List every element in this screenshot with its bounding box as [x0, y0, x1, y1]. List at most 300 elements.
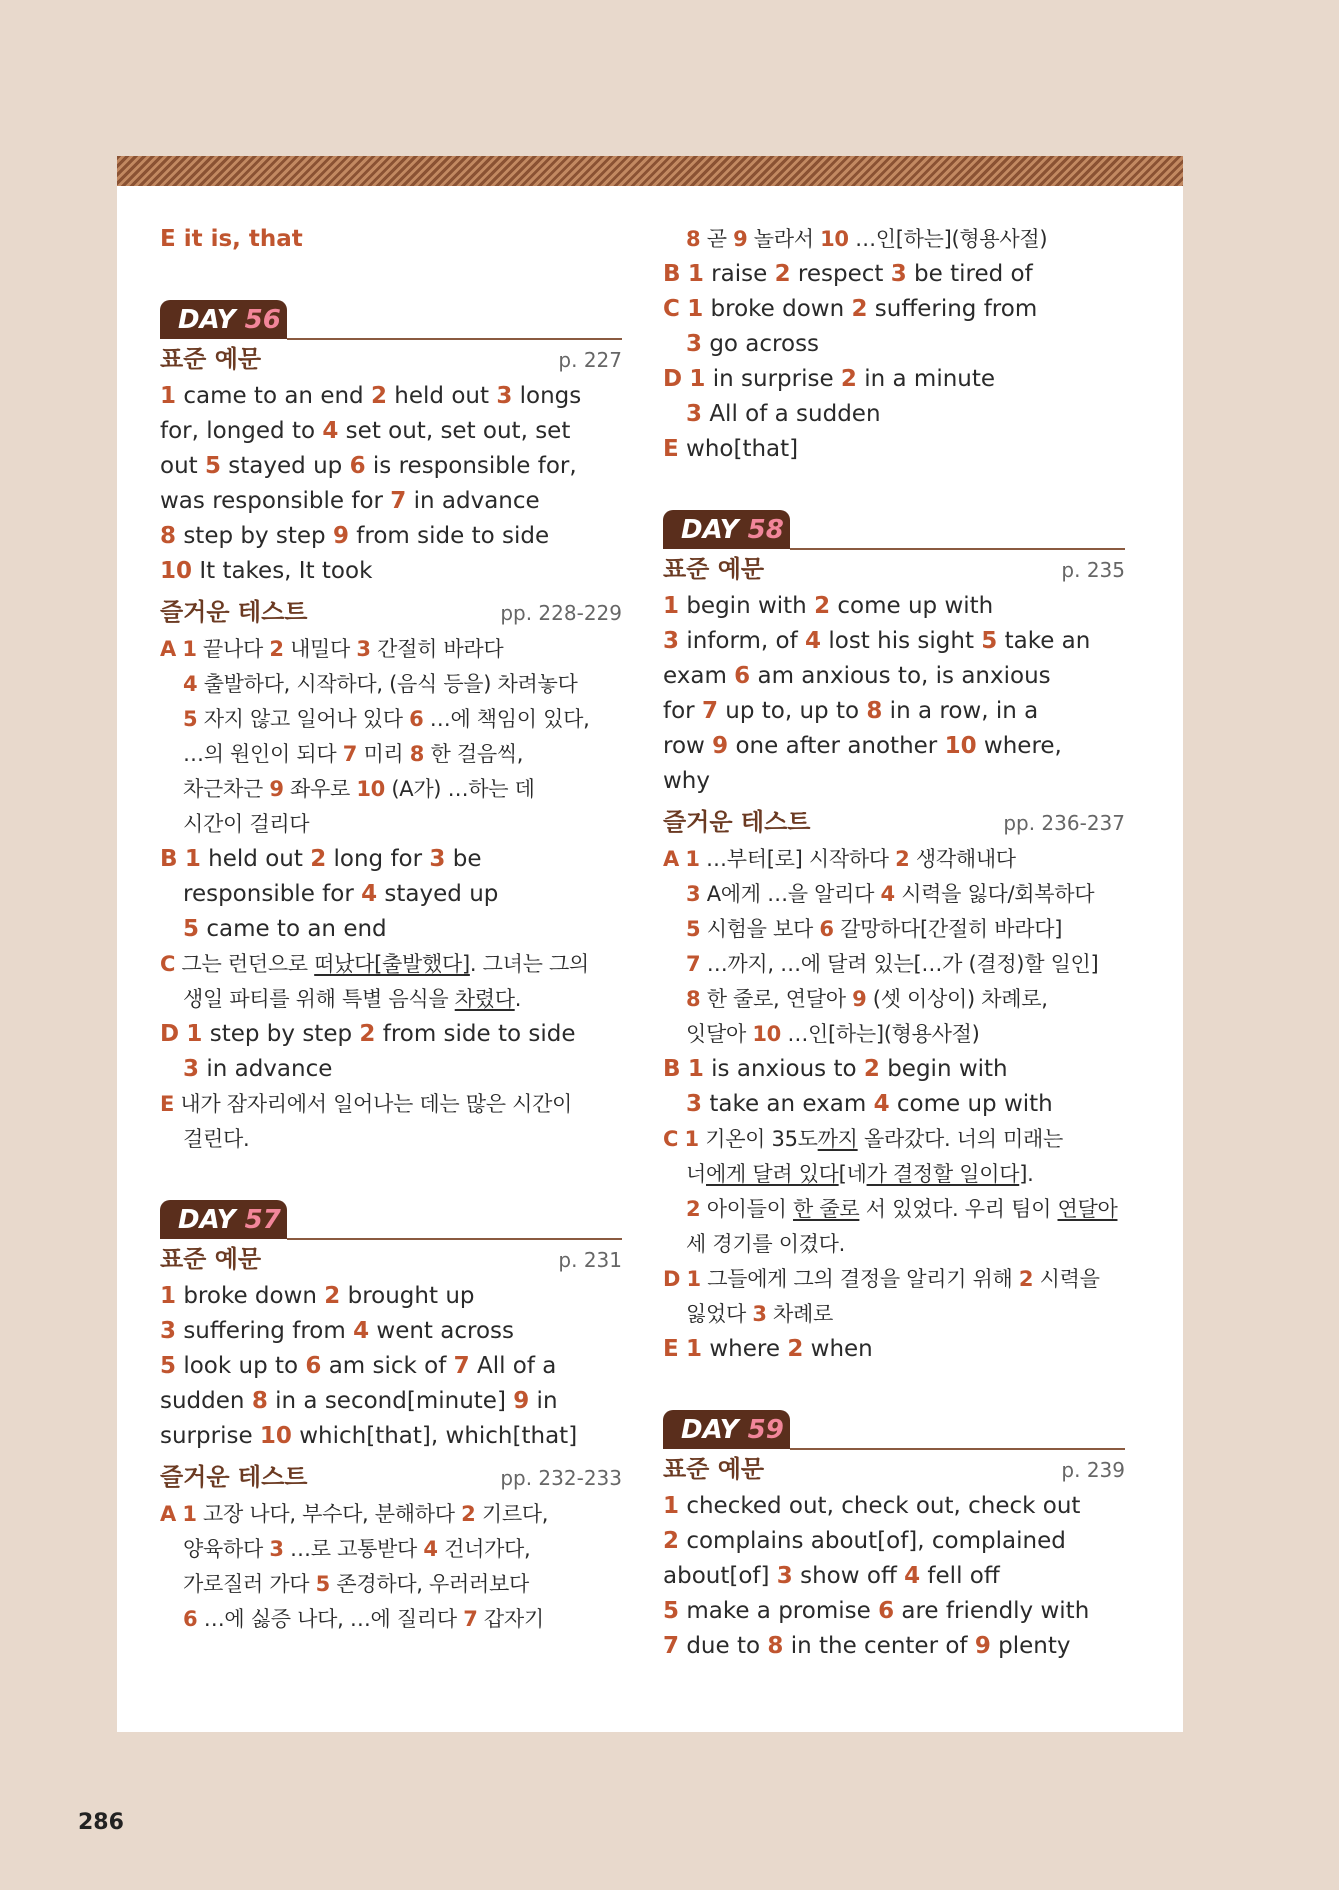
section-fun-test: 즐거운 테스트 pp. 228-229: [160, 598, 622, 626]
answer-text: 고장 나다, 부수다, 분해하다: [196, 1502, 462, 1526]
answer-line: [160, 1567, 622, 1602]
answer-text: …로 고통받다: [283, 1537, 424, 1561]
answer-text: (셋 이상이) 차례로,: [866, 987, 1048, 1011]
item-number: 8: [160, 523, 177, 549]
answer-text: from side to side: [375, 1021, 576, 1047]
answer-text: is responsible for,: [365, 453, 577, 479]
answer-line: [663, 1157, 1125, 1192]
answer-text: 한 줄로, 연달아: [700, 987, 853, 1011]
answer-line: [160, 842, 622, 877]
answer-line: [663, 659, 1125, 694]
answer-text: 생각해내다: [909, 847, 1016, 871]
answer-line: [663, 1017, 1125, 1052]
answer-text: in: [529, 1388, 558, 1414]
answer-text: (A가) …하는 데: [384, 777, 535, 801]
answer-text: 자지 않고 일어나 있다: [197, 707, 410, 731]
answer-line: [663, 222, 1125, 257]
answer-line: [663, 1559, 1125, 1594]
answer-line: [160, 1314, 622, 1349]
answer-text: in surprise: [705, 366, 841, 392]
item-number: 2: [895, 847, 910, 871]
answer-line: [663, 292, 1125, 327]
item-number: D: [160, 1021, 180, 1047]
answer-text: 너: [686, 1162, 706, 1186]
answer-line: [663, 912, 1125, 947]
answer-line: [160, 1052, 622, 1087]
answer-line: [663, 257, 1125, 292]
answer-text: fell off: [920, 1563, 1000, 1589]
item-number: 3: [890, 261, 907, 287]
answer-text: show off: [792, 1563, 905, 1589]
answer-text: out: [160, 453, 205, 479]
answer-line: [160, 1349, 622, 1384]
item-number: 7: [701, 698, 718, 724]
answer-line: [663, 947, 1125, 982]
answer-text: …까지, …에 달려 있는[…가 (결정)할 일인]: [700, 952, 1099, 976]
answer-text: suffering from: [867, 296, 1038, 322]
item-number: 1: [182, 637, 197, 661]
answer-text: exam: [663, 663, 735, 689]
answer-text: 끝나다: [196, 637, 270, 661]
item-number: 7: [686, 952, 701, 976]
item-number: 4: [183, 672, 198, 696]
answer-text: begin with: [679, 593, 815, 619]
item-number: 1: [184, 846, 201, 872]
item-number: 5: [686, 917, 701, 941]
item-number: 2: [814, 593, 831, 619]
section-standard-examples: 표준 예문 p. 239: [663, 1455, 1125, 1483]
item-number: 10: [160, 558, 193, 584]
item-number: 8: [686, 987, 701, 1011]
underlined-text: 까지: [817, 1127, 858, 1151]
section-fun-test: 즐거운 테스트 pp. 232-233: [160, 1463, 622, 1491]
item-number: 9: [269, 777, 284, 801]
answer-line: [160, 449, 622, 484]
item-number: 6: [305, 1353, 322, 1379]
answer-text: lost his sight: [821, 628, 982, 654]
item-number: 4: [361, 881, 378, 907]
item-number: E: [663, 436, 679, 462]
answer-text: begin with: [879, 1056, 1008, 1082]
answer-text: row: [663, 733, 713, 759]
answer-text: checked out, check out, check out: [679, 1493, 1081, 1519]
answer-text: from side to side: [349, 523, 550, 549]
answer-text: 간절히 바라다: [370, 637, 504, 661]
answer-text: . 그녀는 그의: [469, 952, 589, 976]
item-number: 2: [863, 1056, 880, 1082]
underlined-text: 가 결정할 일이다: [866, 1162, 1020, 1186]
item-number: 2: [686, 1197, 701, 1221]
answer-text: 출발하다, 시작하다, (음식 등을) 차려놓다: [197, 672, 578, 696]
day-header-59: DAY 59: [663, 1410, 1125, 1450]
item-number: 1: [686, 1267, 701, 1291]
item-number: C: [160, 952, 176, 976]
item-number: 9: [974, 1633, 991, 1659]
item-number: 5: [981, 628, 998, 654]
answer-text: in the center of: [783, 1633, 975, 1659]
answer-line: [663, 1594, 1125, 1629]
answer-line: [663, 842, 1125, 877]
header-stripe: [117, 156, 1183, 186]
answer-text: All of a: [469, 1353, 557, 1379]
answer-text: sudden: [160, 1388, 252, 1414]
answer-text: be: [445, 846, 482, 872]
item-number: 2: [851, 296, 868, 322]
item-number: 2: [663, 1528, 680, 1554]
item-number: 3: [686, 1091, 703, 1117]
item-number: A: [160, 1502, 176, 1526]
answer-text: look up to: [176, 1353, 306, 1379]
item-number: 6: [183, 1607, 198, 1631]
item-number: 1: [182, 1502, 197, 1526]
answer-line: [160, 379, 622, 414]
answer-text: in advance: [199, 1056, 333, 1082]
answer-text: 존경하다, 우러러보다: [329, 1572, 529, 1596]
item-number: 4: [322, 418, 339, 444]
answer-text: 한 걸음씩,: [424, 742, 524, 766]
answer-text: It takes, It took: [192, 558, 373, 584]
answer-line: [160, 1017, 622, 1052]
item-number: 10: [259, 1423, 292, 1449]
answer-text: came to an end: [176, 383, 371, 409]
item-number: 2: [310, 846, 327, 872]
section-standard-examples: 표준 예문 p. 227: [160, 345, 622, 373]
item-number: C: [663, 296, 680, 322]
answer-text: for: [663, 698, 702, 724]
item-number: 5: [663, 1598, 680, 1624]
answer-text: [679, 1336, 686, 1362]
item-number: 2: [324, 1283, 341, 1309]
item-number: 10: [752, 1022, 781, 1046]
answer-text: went across: [369, 1318, 514, 1344]
answer-text: 시력을: [1033, 1267, 1100, 1291]
left-column: [160, 222, 622, 1637]
item-number: 4: [904, 1563, 921, 1589]
answer-text: was responsible for: [160, 488, 391, 514]
item-number: 9: [733, 227, 748, 251]
answer-line: [160, 484, 622, 519]
item-number: 9: [332, 523, 349, 549]
day-header-57: DAY 57: [160, 1200, 622, 1240]
answer-text: responsible for: [183, 881, 362, 907]
answer-text: stayed up: [221, 453, 350, 479]
answer-line: [663, 1629, 1125, 1664]
item-number: 3: [356, 637, 371, 661]
answer-text: 내가 잠자리에서 일어나는 데는 많은 시간이: [174, 1092, 573, 1116]
item-number: 9: [852, 987, 867, 1011]
answer-line: [160, 519, 622, 554]
section-standard-examples: 표준 예문 p. 231: [160, 1245, 622, 1273]
right-column: [663, 222, 1125, 1664]
answer-text: 시간이 걸리다: [183, 812, 310, 836]
item-number: 8: [409, 742, 425, 766]
item-number: 2: [359, 1021, 376, 1047]
item-number: 6: [734, 663, 751, 689]
answer-text: come up with: [889, 1091, 1053, 1117]
answer-line: [160, 807, 622, 842]
item-number: 8: [251, 1388, 268, 1414]
day-header-56: DAY 56: [160, 300, 622, 340]
answer-line: [160, 667, 622, 702]
answer-text: come up with: [830, 593, 994, 619]
answer-line: [663, 624, 1125, 659]
underlined-text: 떠났다[출발했다]: [314, 952, 470, 976]
answer-text: 잃었다: [686, 1302, 753, 1326]
answer-text: longs: [512, 383, 582, 409]
item-number: 7: [463, 1607, 478, 1631]
item-number: D: [663, 1267, 681, 1291]
item-number: 1: [687, 296, 704, 322]
answer-text: …에 책임이 있다,: [423, 707, 590, 731]
answer-text: 건너가다,: [437, 1537, 531, 1561]
answer-text: …에 싫증 나다, …에 질리다: [197, 1607, 464, 1631]
answer-text: suffering from: [176, 1318, 354, 1344]
answer-text: raise: [703, 261, 775, 287]
item-number: 1: [160, 1283, 177, 1309]
answer-line: [663, 1192, 1125, 1227]
answer-text: .: [514, 987, 522, 1011]
item-number: 7: [390, 488, 407, 514]
answer-text: …의 원인이 되다: [183, 742, 343, 766]
item-number: 3: [686, 331, 703, 357]
answer-text: take an exam: [702, 1091, 874, 1117]
answer-line: [160, 1122, 622, 1157]
underlined-text: 차렸다: [454, 987, 515, 1011]
answer-line: [663, 1052, 1125, 1087]
answer-line: [160, 554, 622, 589]
item-number: C: [663, 1127, 679, 1151]
answer-line: [160, 1532, 622, 1567]
answer-text: held out: [386, 383, 497, 409]
item-number: 7: [342, 742, 358, 766]
answer-line: [663, 877, 1125, 912]
answer-text: 잇달아: [686, 1022, 753, 1046]
answer-text: 시력을 잃다/회복하다: [894, 882, 1095, 906]
item-number: 6: [409, 707, 424, 731]
answer-text: 곧: [700, 227, 734, 251]
answer-line: [663, 362, 1125, 397]
item-number: 5: [204, 453, 221, 479]
answer-line: [663, 764, 1125, 799]
answer-line: [663, 1087, 1125, 1122]
answer-line: [663, 1227, 1125, 1262]
answer-text: go across: [702, 331, 820, 357]
item-number: 5: [183, 916, 200, 942]
answer-line: [160, 982, 622, 1017]
answer-text: where,: [976, 733, 1062, 759]
answer-line: [663, 589, 1125, 624]
item-number: 2: [461, 1502, 476, 1526]
answer-text: which[that], which[that]: [291, 1423, 578, 1449]
answer-text: take an: [997, 628, 1091, 654]
answer-line: [663, 1524, 1125, 1559]
item-number: E: [160, 1092, 175, 1116]
answer-text: 걸린다.: [183, 1127, 250, 1151]
answer-line: [663, 1122, 1125, 1157]
answer-text: am sick of: [321, 1353, 454, 1379]
answer-line: [160, 772, 622, 807]
item-number: 2: [370, 383, 387, 409]
answer-text: stayed up: [377, 881, 499, 907]
answer-text: one after another: [728, 733, 945, 759]
item-number: 9: [513, 1388, 530, 1414]
item-number: 5: [315, 1572, 330, 1596]
item-number: 6: [349, 453, 366, 479]
answer-text: why: [663, 768, 710, 794]
answer-line: [160, 1602, 622, 1637]
item-number: B: [663, 261, 681, 287]
answer-text: 놀라서: [747, 227, 821, 251]
answer-line: [663, 397, 1125, 432]
answer-text: A에게 …을 알리다: [700, 882, 881, 906]
answer-line: [160, 1419, 622, 1454]
item-number: 7: [453, 1353, 470, 1379]
item-number: 2: [840, 366, 857, 392]
answer-text: held out: [200, 846, 311, 872]
answer-text: be tired of: [906, 261, 1033, 287]
answer-text: [681, 1056, 688, 1082]
item-number: A: [663, 847, 679, 871]
answer-text: step by step: [202, 1021, 360, 1047]
answer-text: am anxious to, is anxious: [750, 663, 1051, 689]
answer-text: [네: [838, 1162, 867, 1186]
answer-text: respect: [790, 261, 891, 287]
answer-text: 기르다,: [475, 1502, 549, 1526]
item-number: A: [160, 637, 176, 661]
item-number: 1: [186, 1021, 203, 1047]
day-header-58: DAY 58: [663, 510, 1125, 550]
answer-text: 기온이 35도: [698, 1127, 818, 1151]
answer-text: 올라갔다. 너의 미래는: [857, 1127, 1064, 1151]
answer-line: [160, 912, 622, 947]
answer-text: about[of]: [663, 1563, 777, 1589]
answer-line: [663, 694, 1125, 729]
answer-text: 시험을 보다: [700, 917, 820, 941]
answer-text: set out, set out, set: [338, 418, 571, 444]
answer-line: [160, 1497, 622, 1532]
item-number: 6: [819, 917, 834, 941]
answer-line: [663, 327, 1125, 362]
item-number: 8: [866, 698, 883, 724]
answer-text: brought up: [340, 1283, 475, 1309]
item-number: 3: [269, 1537, 284, 1561]
item-number: 1: [689, 366, 706, 392]
answer-text: inform, of: [679, 628, 806, 654]
answer-text: 좌우로: [283, 777, 357, 801]
item-number: 4: [805, 628, 822, 654]
item-number: 3: [429, 846, 446, 872]
answer-text: 미리: [357, 742, 410, 766]
answer-text: complains about[of], complained: [679, 1528, 1066, 1554]
answer-line: [160, 877, 622, 912]
answer-line: [663, 1489, 1125, 1524]
item-number: 4: [873, 1091, 890, 1117]
item-number: 1: [684, 1127, 699, 1151]
answer-text: 차례로: [766, 1302, 833, 1326]
answer-line: [663, 1262, 1125, 1297]
answer-line: [160, 1384, 622, 1419]
item-number: 8: [767, 1633, 784, 1659]
item-number: 4: [353, 1318, 370, 1344]
item-number: 10: [820, 227, 849, 251]
answer-text: in advance: [406, 488, 540, 514]
answer-text: ].: [1019, 1162, 1034, 1186]
answer-line: [160, 702, 622, 737]
answer-text: up to, up to: [717, 698, 867, 724]
item-number: 1: [687, 1056, 704, 1082]
answer-text: when: [803, 1336, 873, 1362]
answer-text: in a row, in a: [882, 698, 1039, 724]
item-number: 3: [752, 1302, 767, 1326]
answer-text: 서 있었다. 우리 팀이: [859, 1197, 1058, 1221]
item-number: 3: [776, 1563, 793, 1589]
answer-text: 가로질러 가다: [183, 1572, 316, 1596]
answer-line: [160, 222, 622, 257]
answer-text: broke down: [176, 1283, 325, 1309]
item-number: 5: [160, 1353, 177, 1379]
answer-text: 갑자기: [477, 1607, 544, 1631]
answer-line: [160, 632, 622, 667]
item-number: 1: [686, 1336, 703, 1362]
underlined-text: 에게 달려 있다: [706, 1162, 839, 1186]
item-number: 3: [160, 1318, 177, 1344]
answer-text: All of a sudden: [702, 401, 881, 427]
item-number: 8: [686, 227, 701, 251]
item-number: 1: [663, 593, 680, 619]
answer-text: 생일 파티를 위해 특별 음식을: [183, 987, 455, 1011]
answer-text: 갈망하다[간절히 바라다]: [833, 917, 1063, 941]
answer-line: [663, 432, 1125, 467]
answer-text: make a promise: [679, 1598, 879, 1624]
answer-text: in a second[minute]: [267, 1388, 514, 1414]
item-number: 3: [686, 401, 703, 427]
answer-text: long for: [326, 846, 430, 872]
answer-text: 그는 런던으로: [175, 952, 315, 976]
answer-text: [681, 261, 688, 287]
item-number: B: [160, 846, 178, 872]
item-number: 3: [183, 1056, 200, 1082]
answer-line: [663, 1297, 1125, 1332]
item-number: 2: [1018, 1267, 1034, 1291]
item-number: 2: [774, 261, 791, 287]
item-number: D: [663, 366, 683, 392]
answer-text: where: [702, 1336, 788, 1362]
item-number: 5: [183, 707, 198, 731]
item-number: E it is, that: [160, 226, 303, 252]
answer-line: [160, 1087, 622, 1122]
section-fun-test: 즐거운 테스트 pp. 236-237: [663, 808, 1125, 836]
item-number: 10: [356, 777, 385, 801]
answer-text: 세 경기를 이겼다.: [686, 1232, 846, 1256]
underlined-text: 한 줄로: [793, 1197, 860, 1221]
item-number: 4: [423, 1537, 438, 1561]
answer-text: due to: [679, 1633, 768, 1659]
item-number: 10: [944, 733, 977, 759]
item-number: E: [663, 1336, 679, 1362]
answer-text: 아이들이: [700, 1197, 794, 1221]
answer-text: …인[하는](형용사절): [848, 227, 1048, 251]
item-number: 1: [687, 261, 704, 287]
answer-line: [160, 737, 622, 772]
item-number: 1: [160, 383, 177, 409]
answer-line: [160, 1279, 622, 1314]
section-standard-examples: 표준 예문 p. 235: [663, 555, 1125, 583]
item-number: 3: [686, 882, 701, 906]
answer-text: plenty: [990, 1633, 1071, 1659]
answer-text: broke down: [703, 296, 852, 322]
item-number: 9: [712, 733, 729, 759]
item-number: 1: [685, 847, 700, 871]
